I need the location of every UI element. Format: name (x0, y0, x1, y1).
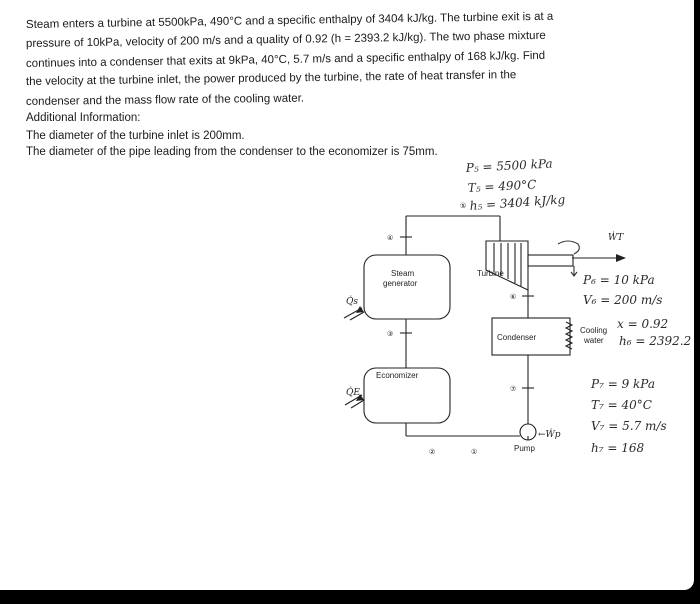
turbine-shaft (528, 255, 573, 266)
steam-generator-label-2: generator (383, 279, 418, 288)
pump-label: Pump (514, 444, 535, 453)
handwritten-p5: P₅ = 5500 kPa (465, 156, 553, 175)
state-3-marker: ③ (387, 331, 394, 338)
turbine-inlet-diameter-note: The diameter of the turbine inlet is 200mm. (26, 130, 245, 142)
state-7-marker: ⑦ (510, 386, 517, 393)
cooling-coil (566, 322, 572, 349)
problem-line-1: Steam enters a turbine at 5500kPa, 490°C and a specific enthalpy of 3404 kJ/kg. The turbine exit is at a (25, 10, 554, 31)
handwritten-x6: x = 0.92 (617, 317, 669, 331)
handwritten-h5: h₅ = 3404 kJ/kg (469, 192, 566, 213)
problem-line-2: pressure of 10kPa, velocity of 200 m/s and a quality of 0.92 (h = 2393.2 kJ/kg). The two phase mixture (25, 29, 546, 50)
handwritten-p7: P₇ = 9 kPa (591, 377, 655, 391)
economizer-label: Economizer (376, 371, 419, 380)
problem-line-3: continues into a condenser that exits at 9kPa, 40°C, 5.7 m/s and a specific enthalpy of 168 kJ/kg. Find (25, 49, 546, 70)
cooling-water-label-2: water (584, 336, 604, 345)
additional-info-heading: Additional Information: (26, 112, 141, 124)
qe-symbol: Q̇E (346, 388, 360, 398)
handwritten-v7: V₇ = 5.7 m/s (591, 419, 667, 433)
qs-symbol: Q̇s (346, 297, 358, 307)
state-4-marker: ④ (387, 235, 394, 242)
turbine-label: Turbine (477, 269, 504, 278)
turbine-body (486, 241, 528, 290)
problem-line-5: condenser and the mass flow rate of the cooling water. (25, 92, 305, 108)
problem-line-4: the velocity at the turbine inlet, the power produced by the turbine, the rate of heat transfer in the (25, 69, 517, 88)
state-1-marker: ① (471, 449, 478, 456)
handwritten-t7: T₇ = 40°C (591, 398, 652, 412)
handwritten-h7: h₇ = 168 (591, 441, 645, 455)
pipe-diameter-note: The diameter of the pipe leading from the condenser to the economizer is 75mm. (26, 146, 438, 158)
steam-generator-label-1: Steam (391, 269, 415, 278)
handwritten-p6: P₆ = 10 kPa (583, 273, 655, 287)
condenser-label: Condenser (497, 333, 537, 342)
state-5-marker: ⑤ (460, 203, 467, 210)
handwritten-t5: T₅ = 490°C (467, 177, 537, 195)
state-6-marker: ⑥ (510, 294, 517, 301)
handwritten-h6: h₆ = 2392.2 (619, 334, 692, 348)
wt-symbol: ẆT (608, 233, 624, 243)
cooling-water-label-1: Cooling (580, 326, 608, 335)
handwritten-v6: V₆ = 200 m/s (583, 293, 663, 307)
state-2-marker: ② (429, 449, 436, 456)
wp-symbol: ←Ẇp (538, 430, 561, 440)
